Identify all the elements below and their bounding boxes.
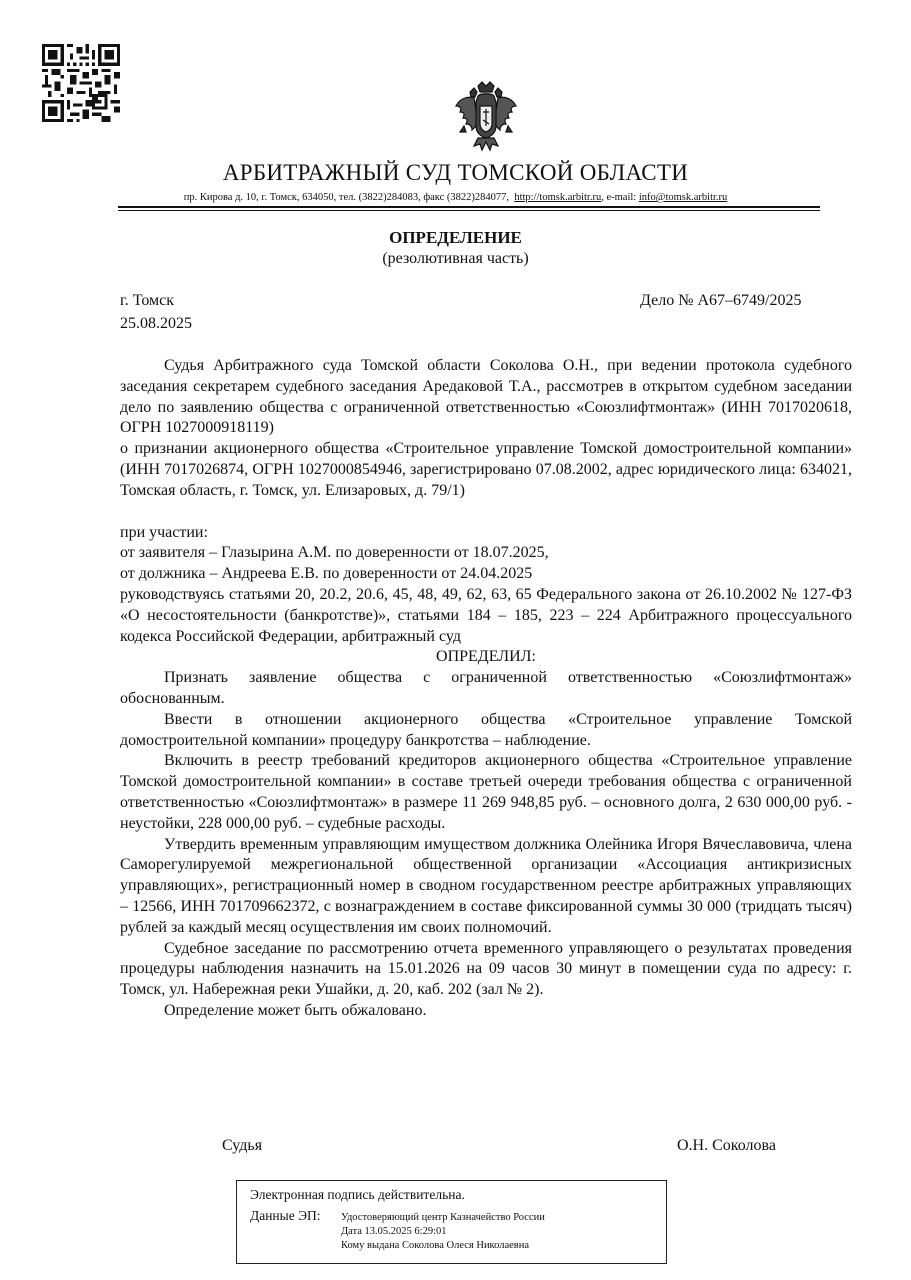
decided-heading: ОПРЕДЕЛИЛ: bbox=[436, 648, 536, 666]
court-name: АРБИТРАЖНЫЙ СУД ТОМСКОЙ ОБЛАСТИ bbox=[222, 160, 689, 185]
participation-line: от заявителя – Глазырина А.М. по доверенности от 18.07.2025, bbox=[120, 544, 549, 562]
ruling-paragraph: Ввести в отношении акционерного общества «Строительное управление Томской домостроительной компании» процедуру банкротства – наблюдение. bbox=[120, 710, 852, 749]
coat-of-arms-icon bbox=[452, 80, 520, 152]
case-number: Дело № А67–6749/2025 bbox=[640, 292, 802, 309]
e-signature-details bbox=[341, 1211, 545, 1253]
email-label: , e-mail: bbox=[601, 192, 637, 203]
document-title: ОПРЕДЕЛЕНИЕ bbox=[389, 228, 522, 247]
e-signature-issued-to: Кому выдана Соколова Олеся Николаевна bbox=[341, 1240, 530, 1251]
e-signature-issuer: Удостоверяющий центр Казначейство России bbox=[341, 1212, 545, 1223]
header-rule-thin bbox=[118, 210, 820, 211]
ruling-paragraph: Включить в реестр требований кредиторов акционерного общества «Строительное управление Томской домостроительной компании» в составе третьей очереди требования общества с ограниченной ответственностью «Союзлифтмонтаж» в размере 11 269 948,85 руб. – основного долга, 2 630 000,00 руб. - неустойки, 228 000,00 руб. – судебные расходы. bbox=[120, 752, 852, 832]
signature-label: Судья bbox=[222, 1137, 263, 1154]
participation-line: при участии: bbox=[120, 523, 208, 541]
electronic-signature-box bbox=[236, 1180, 667, 1264]
document-date: 25.08.2025 bbox=[120, 315, 192, 332]
court-website-link[interactable]: http://tomsk.arbitr.ru bbox=[514, 192, 602, 203]
ruling-paragraph: Определение может быть обжаловано. bbox=[164, 1001, 427, 1019]
court-email-link[interactable]: info@tomsk.arbitr.ru bbox=[638, 192, 728, 203]
participation-line: от должника – Андреева Е.В. по доверенности от 24.04.2025 bbox=[120, 565, 533, 583]
address-text: пр. Кирова д. 10, г. Томск, 634050, тел. (3822)284083, факс (3822)284077, bbox=[183, 192, 510, 203]
legal-basis-paragraph: руководствуясь статьями 20, 20.2, 20.6, 45, 48, 49, 62, 63, 65 Федерального закона от 26.10.2002 № 127-ФЗ «О несостоятельности (банкротстве)», статьями 184 – 185, 223 – 224 Арбитражного процессуального кодекса Российской Федерации, арбитражный суд bbox=[120, 585, 852, 645]
signature-name: О.Н. Соколова bbox=[677, 1137, 776, 1154]
e-signature-date: Дата 13.05.2025 6:29:01 bbox=[341, 1226, 447, 1237]
ruling-paragraph: Судебное заседание по рассмотрению отчета временного управляющего о результатах проведения процедуры наблюдения назначить на 15.01.2026 на 09 часов 30 минут в помещении суда по адресу: г. Томск, ул. Набережная реки Ушайки, д. 20, каб. 202 (зал № 2). bbox=[120, 939, 852, 999]
qr-code-icon bbox=[42, 44, 120, 122]
ruling-paragraph: Признать заявление общества с ограниченной ответственностью «Союзлифтмонтаж» обоснованным. bbox=[120, 669, 852, 707]
header-rule-thick bbox=[118, 206, 820, 208]
document-body bbox=[120, 356, 852, 1022]
intro-paragraph: Судья Арбитражного суда Томской области Соколова О.Н., при ведении протокола судебного заседания секретарем судебного заседания Аредаковой Т.А., рассмотрев в открытом судебном заседании дело по заявлению общества с ограниченной ответственностью «Союзлифтмонтаж» (ИНН 7017020618, ОГРН 1027000918119) bbox=[120, 357, 852, 437]
document-city: г. Томск bbox=[120, 292, 175, 309]
court-address bbox=[0, 192, 911, 203]
e-signature-data-label: Данные ЭП: bbox=[250, 1208, 321, 1223]
ruling-paragraph: Утвердить временным управляющим имуществом должника Олейника Игоря Вячеславовича, члена Саморегулируемой межрегиональной общественной организации «Ассоциация антикризисных управляющих», регистрационный номер в сводном государственном реестре арбитражных управляющих – 12566, ИНН 701709662372, с вознаграждением в составе фиксированной суммы 30 000 (тридцать тысяч) рублей за каждый месяц осуществления им своих полномочий. bbox=[120, 835, 852, 936]
e-signature-valid-text: Электронная подпись действительна. bbox=[250, 1187, 465, 1202]
intro-paragraph: о признании акционерного общества «Строительное управление Томской домостроительной компании» (ИНН 7017026874, ОГРН 1027000854946, зарегистрировано 07.08.2002, адрес юридического лица: 634021, Томская область, г. Томск, ул. Елизаровых, д. 79/1) bbox=[120, 440, 852, 499]
document-subtitle: (резолютивная часть) bbox=[382, 250, 529, 267]
